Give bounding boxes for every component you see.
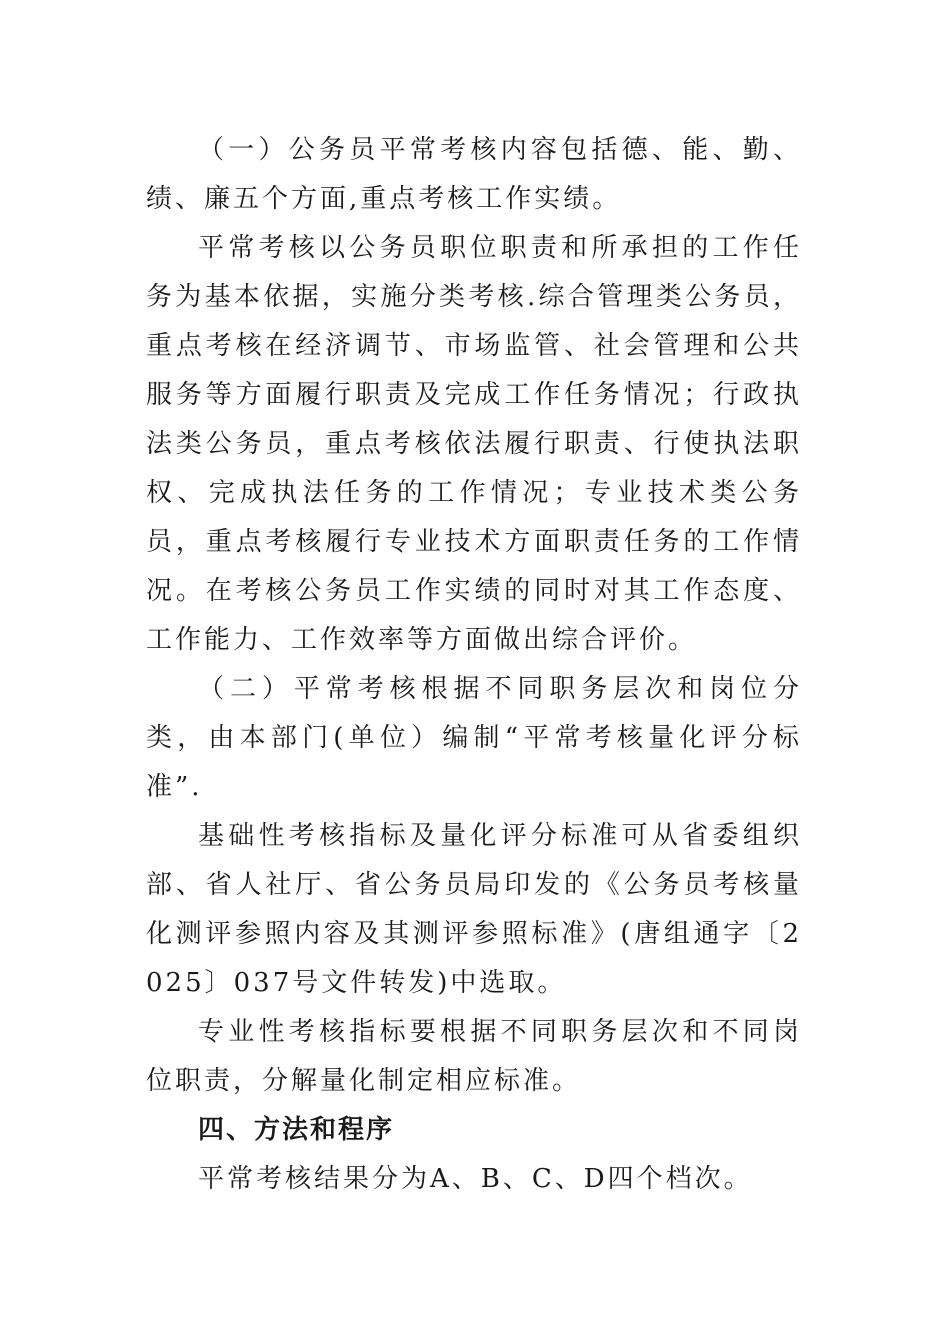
paragraph-scoring-standard: （二）平常考核根据不同职务层次和岗位分类，由本部门(单位）编制“平常考核量化评分标准”. [146, 674, 802, 802]
paragraph-assessment-content: （一）公务员平常考核内容包括德、能、勤、绩、廉五个方面,重点考核工作实绩。 [146, 135, 802, 214]
document-page [146, 126, 802, 1204]
paragraph-result-grades: 平常考核结果分为A、B、C、D四个档次。 [198, 1164, 753, 1194]
paragraph-classification-basis: 平常考核以公务员职位职责和所承担的工作任务为基本依据，实施分类考核.综合管理类公务员，重点考核在经济调节、市场监管、社会管理和公共服务等方面履行职责及完成工作任务情况；行政执法类公务员，重点考核依法履行职责、行使执法职权、完成执法任务的工作情况；专业技术类公务员，重点考核履行专业技术方面职责任务的工作情况。在考核公务员工作实绩的同时对其工作态度、工作能力、工作效率等方面做出综合评价。 [146, 233, 802, 655]
paragraph-basic-indicators: 基础性考核指标及量化评分标准可从省委组织部、省人社厅、省公务员局印发的《公务员考核量化测评参照内容及其测评参照标准》(唐组通字〔2025〕037号文件转发)中选取。 [146, 821, 802, 998]
section-heading-methods: 四、方法和程序 [198, 1115, 395, 1145]
paragraph-professional-indicators: 专业性考核指标要根据不同职务层次和不同岗位职责，分解量化制定相应标准。 [146, 1017, 802, 1096]
